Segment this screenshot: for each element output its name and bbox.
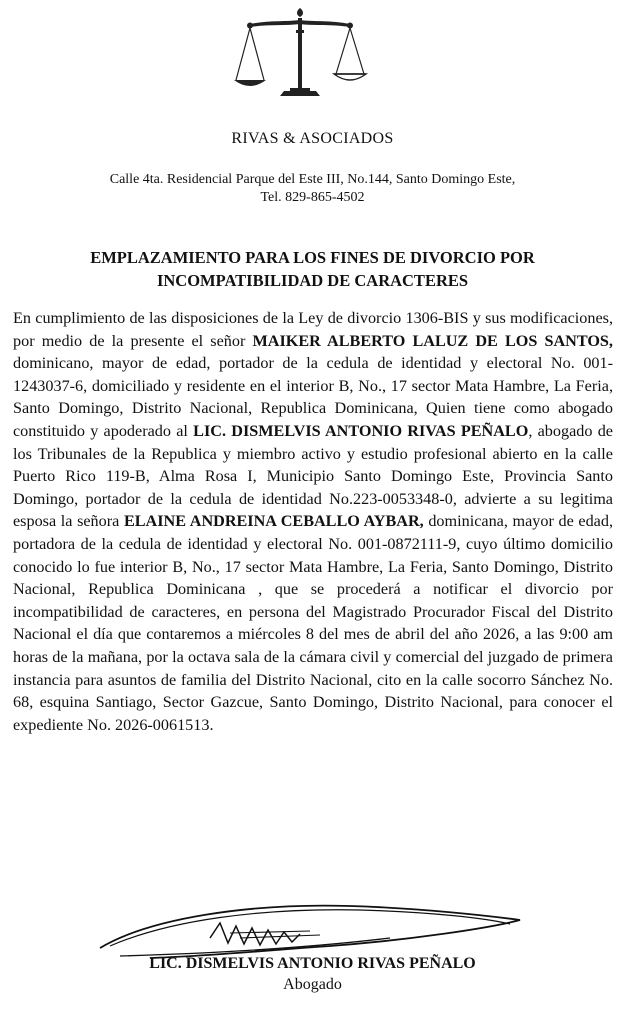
defendant-name: ELAINE ANDREINA CEBALLO AYBAR, bbox=[123, 512, 424, 531]
title-line-1: EMPLAZAMIENTO PARA LOS FINES DE DIVORCIO POR bbox=[90, 248, 535, 267]
firm-address bbox=[0, 171, 625, 207]
address-phone: Tel. 829-865-4502 bbox=[260, 190, 365, 205]
summons-body bbox=[13, 307, 613, 736]
firm-name: RIVAS & ASOCIADOS bbox=[231, 130, 394, 147]
document-title bbox=[20, 246, 605, 292]
signer-role: Abogado bbox=[283, 976, 342, 993]
scales-of-justice-icon bbox=[230, 2, 370, 102]
title-line-2: INCOMPATIBILIDAD DE CARACTERES bbox=[156, 271, 469, 290]
lawyer-name: LIC. DISMELVIS ANTONIO RIVAS PEÑALO bbox=[193, 421, 529, 440]
body-text-4: dominicana, mayor de edad, portadora de la cedula de identidad y electoral No. 001-0872111-9, cuyo último domicilio conocido lo fue interior B, No., 17 sector Mata Hambre, La Feria, Santo Domingo, Distrito Nacional, Republica Dominicana , que se procederá a notificar el divorcio por incompatibilidad de caracteres, en persona del Magistrado Procurador Fiscal del Distrito Nacional el día que contaremos a miércoles 8 del mes de abril del año 2026, a las 9:00 am horas de la mañana, por la octava sala de la cámara civil y comercial del juzgado de primera instancia para asuntos de familia del Distrito Nacional, cito en la calle socorro Sánchez No. 68, esquina Santiago, Sector Gazcue, Santo Domingo, Distrito Nacional, para conocer el expediente No. 2026-0061513. bbox=[13, 512, 613, 734]
body-text-1: En cumplimiento de las disposiciones de la Ley de divorcio 1306-BIS y sus modificaciones, por medio de la presente el señor bbox=[13, 309, 613, 350]
body-text-3: , abogado de los Tribunales de la Republica y miembro activo y estudio profesional abierto en la calle Puerto Rico 119-B, Alma Rosa I, Municipio Santo Domingo Este, Provincia Santo Domingo, portador de la cedula de identidad No.223-0053348-0, advierte a su legitima esposa la señora bbox=[13, 421, 613, 531]
plaintiff-name: MAIKER ALBERTO LALUZ DE LOS SANTOS, bbox=[252, 331, 613, 350]
address-line-1: Calle 4ta. Residencial Parque del Este III, No.144, Santo Domingo Este, bbox=[109, 172, 516, 187]
signer-name: LIC. DISMELVIS ANTONIO RIVAS PEÑALO bbox=[149, 955, 476, 972]
body-text-2: dominicano, mayor de edad, portador de la cedula de identidad y electoral No. 001-1243037-6, domiciliado y residente en el interior B, No., 17 sector Mata Hambre, La Feria, Santo Domingo, Distrito Nacional, Republica Dominicana, Quien tiene como abogado constituido y apoderado al bbox=[13, 354, 613, 440]
